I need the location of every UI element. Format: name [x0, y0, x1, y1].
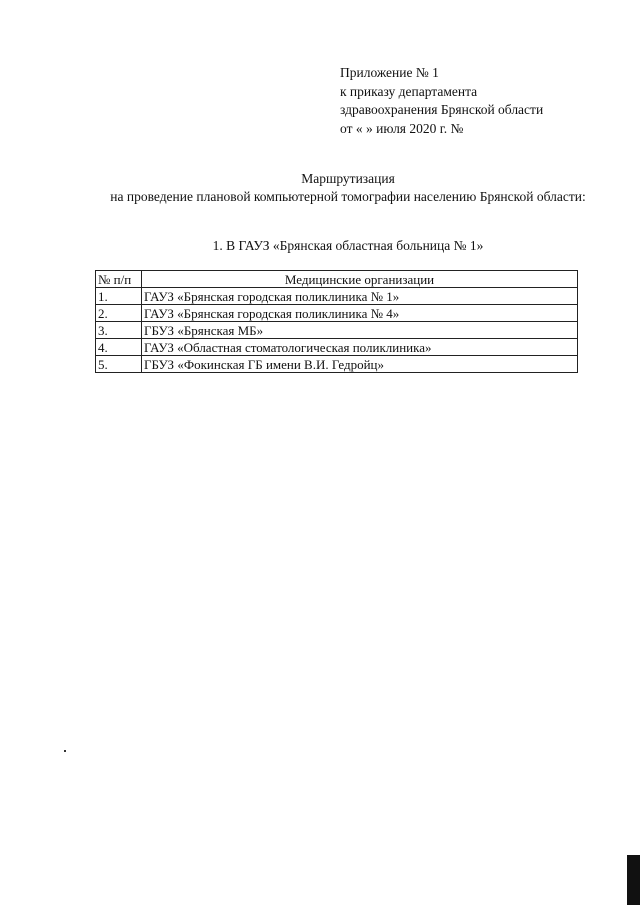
row-number: 2.	[96, 305, 142, 322]
appendix-number: Приложение № 1	[340, 65, 439, 80]
row-number: 5.	[96, 356, 142, 373]
row-number: 4.	[96, 339, 142, 356]
appendix-date: от « » июля 2020 г. №	[340, 120, 464, 136]
row-organization: ГАУЗ «Брянская городская поликлиника № 1»	[142, 288, 578, 305]
appendix-department: здравоохранения Брянской области	[340, 102, 544, 117]
section-heading: 1. В ГАУЗ «Брянская областная больница № 1»	[212, 238, 484, 253]
table-header-row	[96, 271, 578, 288]
document-title: Маршрутизация	[301, 171, 395, 186]
column-header-organization: Медицинские организации	[142, 271, 578, 288]
scan-edge-mark	[627, 855, 640, 905]
table-row	[96, 305, 578, 322]
row-organization: ГАУЗ «Областная стоматологическая поликлиника»	[142, 339, 578, 356]
document-title-block	[100, 170, 596, 206]
column-header-number: № п/п	[96, 271, 142, 288]
row-number: 1.	[96, 288, 142, 305]
appendix-header	[340, 64, 543, 138]
row-number: 3.	[96, 322, 142, 339]
table-row	[96, 356, 578, 373]
organizations-table	[95, 270, 578, 373]
appendix-order-ref: к приказу департамента	[340, 83, 478, 99]
table-row	[96, 339, 578, 356]
row-organization: ГБУЗ «Брянская МБ»	[142, 322, 578, 339]
table-row	[96, 288, 578, 305]
table-row	[96, 322, 578, 339]
row-organization: ГБУЗ «Фокинская ГБ имени В.И. Гедройц»	[142, 356, 578, 373]
scan-speck	[64, 750, 66, 752]
row-organization: ГАУЗ «Брянская городская поликлиника № 4»	[142, 305, 578, 322]
document-subtitle: на проведение плановой компьютерной томографии населению Брянской области:	[110, 189, 586, 204]
